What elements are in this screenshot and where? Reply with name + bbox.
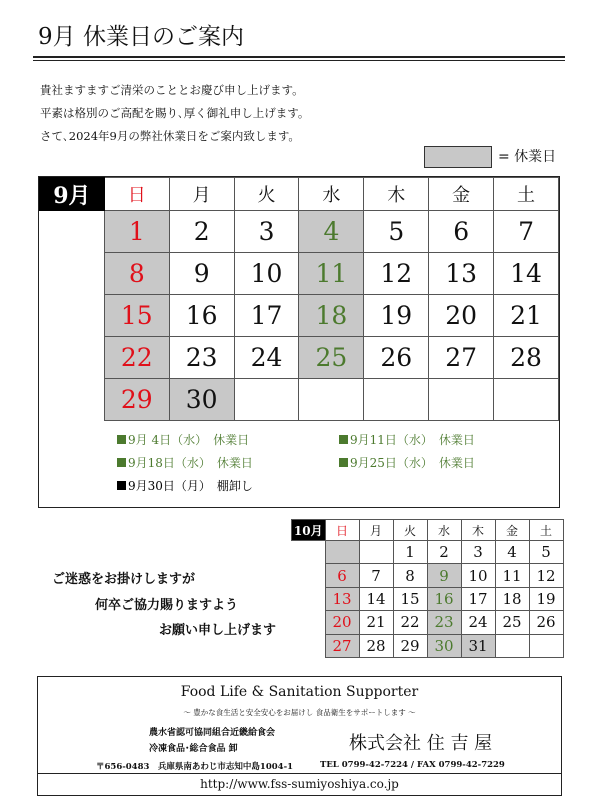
september-empty-cell [429, 379, 494, 421]
october-day-31: 31 [461, 634, 495, 657]
october-day-13: 13 [325, 587, 359, 610]
october-day-19: 19 [529, 587, 563, 610]
footer-company: 株式会社 住 吉 屋 [349, 733, 493, 754]
october-day-12: 12 [529, 564, 563, 587]
september-weekday-4: 木 [364, 178, 429, 211]
holiday-note [117, 477, 253, 494]
october-empty-cell [529, 634, 563, 657]
october-day-4: 4 [495, 541, 529, 564]
september-day-24: 24 [234, 337, 299, 379]
intro-line-2: 平素は格別のご高配を賜り､厚く御礼申し上げます。 [40, 106, 310, 120]
october-day-29: 29 [393, 634, 427, 657]
footer [37, 676, 562, 796]
footer-address: 〒656-0483 兵庫県南あわじ市志知中島1004-1 [96, 762, 294, 772]
week-spacer [292, 587, 326, 610]
october-empty-cell [495, 634, 529, 657]
september-weekday-5: 金 [429, 178, 494, 211]
september-day-28: 28 [494, 337, 559, 379]
footer-divider [38, 773, 561, 774]
october-day-3: 3 [461, 541, 495, 564]
september-empty-cell [234, 379, 299, 421]
october-month-label: 10月 [292, 520, 326, 541]
september-day-29: 29 [104, 379, 169, 421]
legend-label: = 休業日 [498, 149, 557, 165]
september-day-12: 12 [364, 253, 429, 295]
september-empty-cell [494, 379, 559, 421]
september-day-17: 17 [234, 295, 299, 337]
title-divider-thin [33, 60, 565, 61]
october-day-20: 20 [325, 611, 359, 634]
october-empty-cell [325, 541, 359, 564]
week-spacer [40, 337, 105, 379]
october-day-5: 5 [529, 541, 563, 564]
october-day-23: 23 [427, 611, 461, 634]
october-calendar [291, 519, 564, 658]
october-weekday-0: 日 [325, 520, 359, 541]
september-day-27: 27 [429, 337, 494, 379]
september-day-11: 11 [299, 253, 364, 295]
september-day-5: 5 [364, 211, 429, 253]
september-grid [39, 177, 559, 421]
september-day-30: 30 [169, 379, 234, 421]
holiday-note-text: 9月 4日（水） 休業日 [128, 433, 250, 447]
square-bullet-icon [117, 435, 126, 444]
september-day-4: 4 [299, 211, 364, 253]
october-day-15: 15 [393, 587, 427, 610]
week-spacer [40, 295, 105, 337]
october-day-21: 21 [359, 611, 393, 634]
october-weekday-6: 土 [529, 520, 563, 541]
week-spacer [292, 564, 326, 587]
september-day-15: 15 [104, 295, 169, 337]
holiday-note-text: 9月11日（水） 休業日 [350, 433, 475, 447]
october-day-10: 10 [461, 564, 495, 587]
october-weekday-1: 月 [359, 520, 393, 541]
square-bullet-icon [339, 458, 348, 467]
footer-subtitle: ～ 豊かな食生活と安全安心をお届けし 食品衛生をサポートします ～ [183, 708, 416, 717]
holiday-note [339, 431, 475, 448]
september-day-2: 2 [169, 211, 234, 253]
september-weekday-0: 日 [104, 178, 169, 211]
october-day-7: 7 [359, 564, 393, 587]
september-day-21: 21 [494, 295, 559, 337]
holiday-note-text: 9月30日（月） 棚卸し [128, 479, 253, 493]
footer-tagline: Food Life & Sanitation Supporter [180, 684, 419, 700]
week-spacer [292, 611, 326, 634]
october-day-26: 26 [529, 611, 563, 634]
october-day-27: 27 [325, 634, 359, 657]
footer-phone: TEL 0799-42-7224 / FAX 0799-42-7229 [320, 760, 505, 770]
october-day-30: 30 [427, 634, 461, 657]
week-spacer [40, 253, 105, 295]
september-day-7: 7 [494, 211, 559, 253]
october-day-2: 2 [427, 541, 461, 564]
holiday-note [117, 431, 249, 448]
october-day-25: 25 [495, 611, 529, 634]
week-spacer [40, 379, 105, 421]
october-day-16: 16 [427, 587, 461, 610]
september-empty-cell [364, 379, 429, 421]
holiday-note-text: 9月18日（水） 休業日 [128, 456, 253, 470]
september-day-18: 18 [299, 295, 364, 337]
october-empty-cell [359, 541, 393, 564]
september-weekday-3: 水 [299, 178, 364, 211]
october-weekday-5: 金 [495, 520, 529, 541]
october-weekday-2: 火 [393, 520, 427, 541]
september-day-9: 9 [169, 253, 234, 295]
october-day-14: 14 [359, 587, 393, 610]
holiday-note [117, 454, 253, 471]
september-day-20: 20 [429, 295, 494, 337]
september-day-8: 8 [104, 253, 169, 295]
week-spacer [292, 541, 326, 564]
september-weekday-6: 土 [494, 178, 559, 211]
october-day-28: 28 [359, 634, 393, 657]
footer-url[interactable]: http://www.fss-sumiyoshiya.co.jp [200, 777, 399, 791]
message-line-3: お願い申し上げます [159, 623, 277, 638]
september-day-22: 22 [104, 337, 169, 379]
september-day-1: 1 [104, 211, 169, 253]
september-day-25: 25 [299, 337, 364, 379]
september-calendar [38, 176, 560, 508]
square-bullet-icon [339, 435, 348, 444]
september-day-19: 19 [364, 295, 429, 337]
message-line-1: ご迷惑をお掛けしますが [52, 572, 196, 587]
september-day-16: 16 [169, 295, 234, 337]
title-divider [33, 56, 565, 58]
october-day-22: 22 [393, 611, 427, 634]
september-day-13: 13 [429, 253, 494, 295]
september-day-23: 23 [169, 337, 234, 379]
october-day-24: 24 [461, 611, 495, 634]
intro-line-1: 貴社ますますご清栄のこととお慶び申し上げます。 [40, 83, 304, 97]
october-day-6: 6 [325, 564, 359, 587]
square-bullet-icon [117, 458, 126, 467]
september-day-14: 14 [494, 253, 559, 295]
footer-association: 農水省認可協同組合近畿給食会 [149, 728, 276, 738]
holiday-note-text: 9月25日（水） 休業日 [350, 456, 475, 470]
september-weekday-2: 火 [234, 178, 299, 211]
september-day-26: 26 [364, 337, 429, 379]
week-spacer [40, 211, 105, 253]
october-weekday-3: 水 [427, 520, 461, 541]
september-day-3: 3 [234, 211, 299, 253]
october-day-17: 17 [461, 587, 495, 610]
intro-line-3: さて､2024年9月の弊社休業日をご案内致します。 [40, 129, 300, 143]
october-day-8: 8 [393, 564, 427, 587]
square-bullet-icon [117, 481, 126, 490]
october-day-1: 1 [393, 541, 427, 564]
september-day-6: 6 [429, 211, 494, 253]
september-empty-cell [299, 379, 364, 421]
september-weekday-1: 月 [169, 178, 234, 211]
october-day-9: 9 [427, 564, 461, 587]
october-day-18: 18 [495, 587, 529, 610]
holiday-note [339, 454, 475, 471]
footer-business-type: 冷凍食品･総合食品 卸 [149, 744, 238, 754]
october-weekday-4: 木 [461, 520, 495, 541]
message-line-2: 何卒ご協力賜りますよう [95, 598, 239, 613]
page-title: 9月 休業日のご案内 [38, 24, 244, 50]
october-day-11: 11 [495, 564, 529, 587]
september-day-10: 10 [234, 253, 299, 295]
week-spacer [292, 634, 326, 657]
month-label: 9月 [40, 178, 105, 211]
legend-swatch [424, 146, 492, 168]
